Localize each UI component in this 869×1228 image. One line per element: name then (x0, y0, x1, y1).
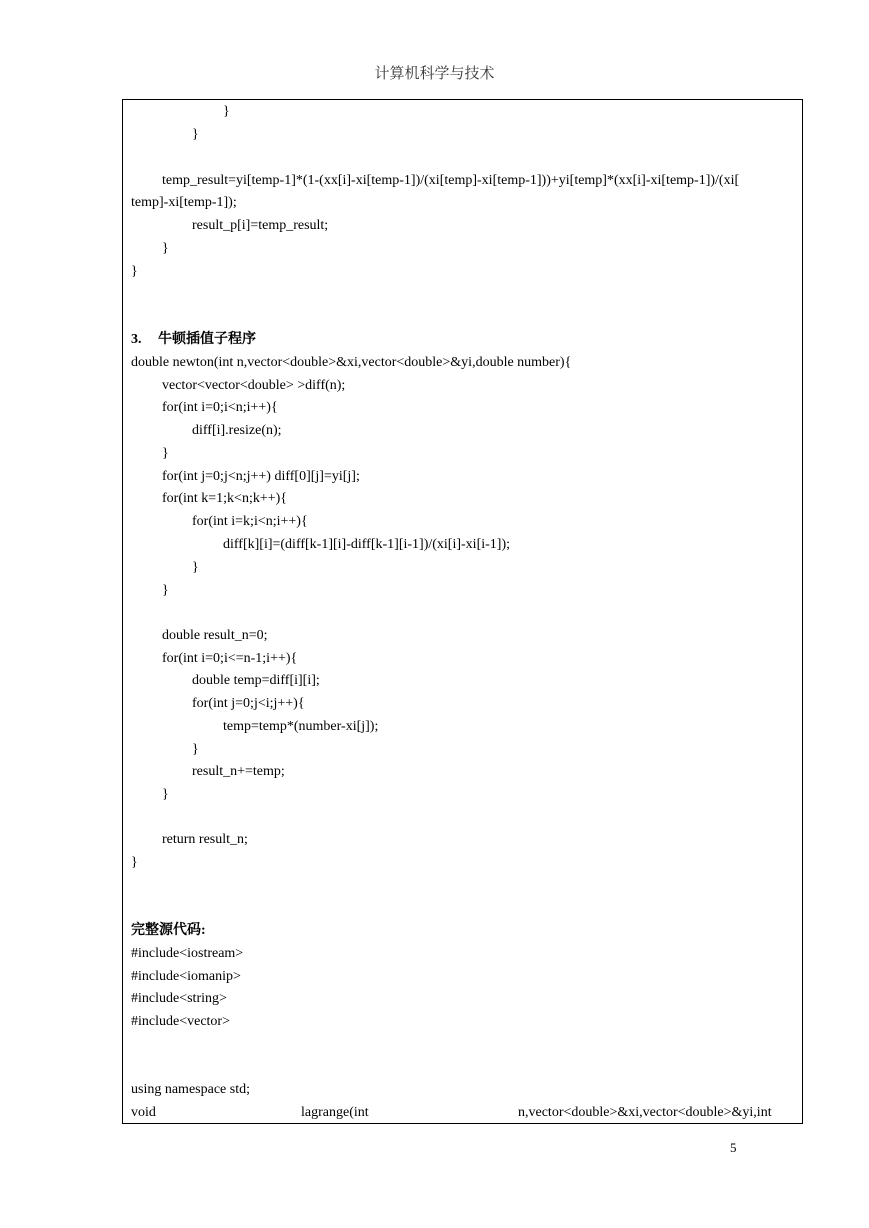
code-line: } (223, 104, 230, 119)
code-line: #include<iostream> (131, 946, 244, 961)
code-line: } (162, 787, 169, 802)
code-line: } (192, 742, 199, 757)
code-line: return result_n; (162, 832, 248, 847)
page-header: 计算机科学与技术 (374, 66, 495, 82)
code-line: for(int j=0;j<n;j++) diff[0][j]=yi[j]; (162, 469, 360, 484)
code-line: } (192, 560, 199, 575)
code-line: temp=temp*(number-xi[j]); (223, 719, 379, 734)
code-line: vector<vector<double> >diff(n); (162, 378, 346, 393)
code-line: for(int k=1;k<n;k++){ (162, 491, 288, 506)
section-title: 牛顿插值子程序 (158, 332, 256, 347)
code-line: for(int i=k;i<n;i++){ (192, 514, 308, 529)
code-frame (122, 99, 803, 1124)
code-line: } (162, 241, 169, 256)
code-line: } (131, 264, 138, 279)
code-line: #include<vector> (131, 1014, 230, 1029)
code-line: double result_n=0; (162, 628, 268, 643)
code-line: void (131, 1105, 156, 1120)
code-line: } (162, 583, 169, 598)
code-line: for(int i=0;i<n;i++){ (162, 400, 278, 415)
code-line: double newton(int n,vector<double>&xi,vector<double>&yi,double number){ (131, 355, 572, 370)
code-line: temp]-xi[temp-1]); (131, 195, 237, 210)
code-line: result_n+=temp; (192, 764, 285, 779)
code-line: for(int i=0;i<=n-1;i++){ (162, 651, 298, 666)
code-line: n,vector<double>&xi,vector<double>&yi,int (518, 1105, 772, 1120)
code-line: #include<string> (131, 991, 227, 1006)
code-line: #include<iomanip> (131, 969, 241, 984)
code-line: for(int j=0;j<i;j++){ (192, 696, 305, 711)
code-line: } (131, 855, 138, 870)
section-number: 3. (131, 332, 142, 347)
page-number: 5 (730, 1140, 737, 1155)
code-line: diff[k][i]=(diff[k-1][i]-diff[k-1][i-1])/(xi[i]-xi[i-1]); (223, 537, 510, 552)
code-line: lagrange(int (301, 1105, 369, 1120)
code-line: } (162, 446, 169, 461)
code-line: using namespace std; (131, 1082, 250, 1097)
code-line: result_p[i]=temp_result; (192, 218, 329, 233)
code-line: } (192, 127, 199, 142)
code-line: diff[i].resize(n); (192, 423, 282, 438)
code-line: temp_result=yi[temp-1]*(1-(xx[i]-xi[temp-1])/(xi[temp]-xi[temp-1]))+yi[temp]*(xx[i]-xi[temp-1])/(xi[ (162, 173, 740, 188)
code-line: double temp=diff[i][i]; (192, 673, 320, 688)
full-source-title: 完整源代码: (131, 923, 206, 938)
